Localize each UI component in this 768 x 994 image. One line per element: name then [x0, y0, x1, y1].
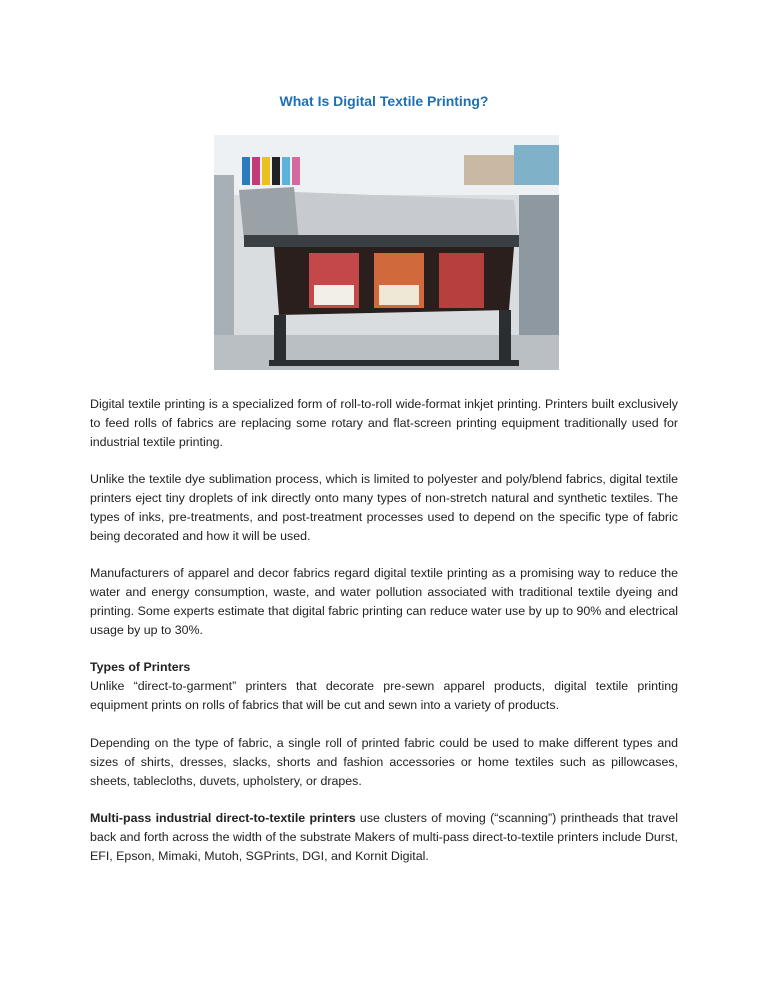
- printer-leg-right: [499, 310, 511, 365]
- multipass-paragraph: [90, 809, 678, 866]
- document-title: What Is Digital Textile Printing?: [279, 93, 489, 109]
- paragraph-text: Manufacturers of apparel and decor fabrics regard digital textile printing as a promising way to reduce the water and energy consumption, waste, and water pollution associated with traditional textile dyeing and printing. Some experts estimate that digital fabric printing can reduce water use by up to 90% and electrical usage by up to 30%.: [90, 566, 678, 637]
- printer-side-housing: [239, 187, 299, 243]
- booth-wall: [464, 155, 514, 185]
- paragraph-text: Digital textile printing is a specialized form of roll-to-roll wide-format inkjet printing. Printers built exclusively to feed rolls of fabrics are replacing some rotary and flat-screen printing equipment traditionally used for industrial textile printing.: [90, 397, 678, 449]
- paragraph-text: Depending on the type of fabric, a single roll of printed fabric could be used to make different types and sizes of shirts, dresses, slacks, shorts and fashion accessories or home textiles such as pillowcases, sheets, tablecloths, duvets, upholstery, or drapes.: [90, 736, 678, 788]
- fabric-print-accent-1: [314, 285, 354, 305]
- printer-leg-left: [274, 315, 286, 365]
- printer-photo: [214, 135, 559, 370]
- multipass-bold-lead: Multi-pass industrial direct-to-textile printers: [90, 811, 356, 825]
- printer-illustration: [214, 135, 559, 370]
- paragraph-text: Unlike the textile dye sublimation process, which is limited to polyester and poly/blend fabrics, digital textile printers eject tiny droplets of ink directly onto many types of non-stretch natural and synthetic textiles. The types of inks, pre-treatments, and post-treatment processes used to depend on the specific type of fabric being decorated and how it will be used.: [90, 472, 678, 543]
- printer-carriage: [244, 235, 519, 247]
- fabric-print-accent-2: [379, 285, 419, 305]
- intro-paragraph-2: [90, 470, 678, 546]
- multipass-rest: use clusters of moving (“scanning”) printheads that travel back and forth across the width of the substrate Makers of multi-pass direct-to-textile printers include Durst, EFI, Epson, Mimaki, Mutoh, SGPrints, DGI, and Kornit Digital.: [90, 811, 678, 863]
- printer-base: [269, 360, 519, 366]
- section-heading: Types of Printers: [90, 660, 191, 674]
- types-section: [90, 658, 678, 715]
- intro-paragraph-1: [90, 395, 678, 452]
- paragraph-text: Unlike “direct-to-garment” printers that decorate pre-sewn apparel products, digital textile printing equipment prints on rolls of fabrics that will be cut and sewn into a variety of products.: [90, 679, 678, 712]
- booth-sign: [514, 145, 559, 185]
- intro-paragraph-3: [90, 564, 678, 640]
- fabric-print-right: [439, 253, 484, 308]
- fabric-uses-paragraph: [90, 734, 678, 791]
- paragraph-text: [90, 809, 678, 866]
